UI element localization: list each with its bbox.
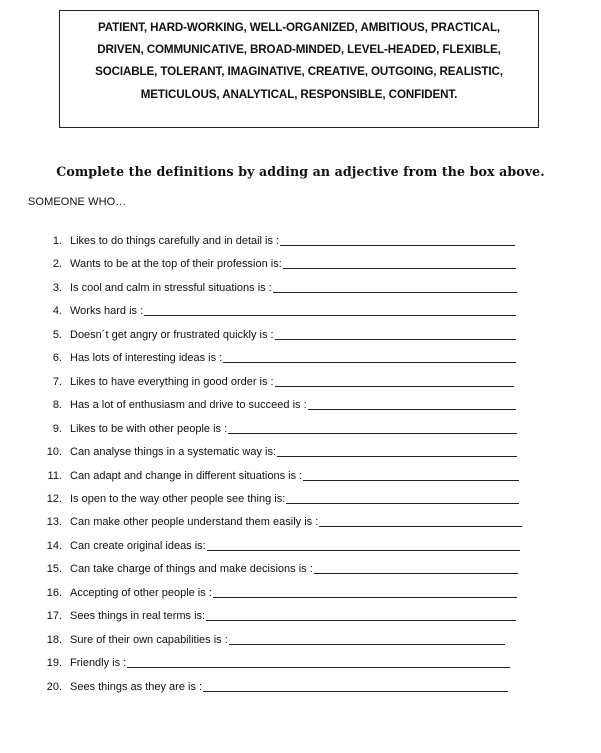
answer-blank[interactable]	[303, 480, 519, 481]
item-text: Sees things in real terms is:	[70, 610, 206, 623]
list-item	[0, 679, 601, 695]
item-text: Works hard is :	[70, 305, 144, 318]
answer-blank[interactable]	[203, 691, 508, 692]
list-item	[0, 350, 601, 366]
list-item	[0, 397, 601, 413]
answer-blank[interactable]	[144, 315, 516, 316]
item-number: 3.	[52, 281, 62, 294]
item-text: Friendly is :	[70, 657, 127, 670]
list-item	[0, 561, 601, 577]
answer-blank[interactable]	[283, 268, 516, 269]
answer-blank[interactable]	[277, 456, 517, 457]
word-box-line: PATIENT, HARD-WORKING, WELL-ORGANIZED, AMBITIOUS, PRACTICAL,	[97, 21, 501, 34]
item-text: Has a lot of enthusiasm and drive to succeed is :	[70, 399, 307, 412]
answer-blank[interactable]	[275, 386, 514, 387]
item-number: 1.	[52, 235, 62, 247]
list-item	[0, 303, 601, 319]
item-text: Sees things as they are is :	[70, 680, 203, 693]
list-item	[0, 585, 601, 601]
item-text: Likes to do things carefully and in detail is :	[70, 235, 280, 247]
item-text: Can make other people understand them easily is :	[70, 516, 319, 529]
item-text: Is open to the way other people see thing is:	[70, 492, 286, 505]
item-number: 13.	[46, 516, 62, 529]
word-box-line: METICULOUS, ANALYTICAL, RESPONSIBLE, CONFIDENT.	[140, 87, 458, 101]
list-item	[0, 632, 601, 648]
list-item	[0, 256, 601, 272]
item-number: 12.	[46, 492, 62, 505]
list-item	[0, 233, 601, 249]
list-item	[0, 514, 601, 530]
adjective-word-box	[59, 10, 539, 128]
answer-blank[interactable]	[273, 292, 517, 293]
item-number: 15.	[46, 563, 62, 576]
answer-blank[interactable]	[229, 644, 505, 645]
item-number: 16.	[46, 586, 62, 599]
answer-blank[interactable]	[319, 526, 522, 527]
answer-blank[interactable]	[308, 409, 516, 410]
item-text: Can adapt and change in different situations is :	[70, 469, 303, 482]
someone-who-label: SOMEONE WHO…	[28, 196, 127, 208]
item-number: 5.	[52, 328, 62, 341]
answer-blank[interactable]	[286, 503, 519, 504]
item-number: 19.	[46, 657, 62, 670]
item-text: Likes to be with other people is :	[70, 422, 228, 435]
word-box-line: SOCIABLE, TOLERANT, IMAGINATIVE, CREATIVE, OUTGOING, REALISTIC,	[95, 65, 503, 79]
item-number: 10.	[46, 446, 62, 459]
item-text: Can create original ideas is:	[70, 539, 206, 552]
item-text: Likes to have everything in good order is :	[70, 375, 274, 388]
item-number: 4.	[52, 305, 62, 318]
answer-blank[interactable]	[207, 550, 520, 551]
list-item	[0, 491, 601, 507]
item-number: 20.	[46, 680, 62, 693]
item-number: 14.	[46, 539, 62, 552]
item-text: Sure of their own capabilities is :	[70, 633, 228, 646]
item-text: Can take charge of things and make decisions is :	[70, 563, 313, 576]
answer-blank[interactable]	[314, 573, 518, 574]
answer-blank[interactable]	[223, 362, 516, 363]
list-item	[0, 468, 601, 484]
item-number: 17.	[46, 610, 62, 623]
list-item	[0, 421, 601, 437]
list-item	[0, 444, 601, 460]
item-text: Accepting of other people is :	[70, 586, 212, 599]
word-box-line: DRIVEN, COMMUNICATIVE, BROAD-MINDED, LEVEL-HEADED, FLEXIBLE,	[97, 43, 501, 57]
item-number: 8.	[52, 399, 62, 412]
item-number: 11.	[47, 469, 62, 482]
item-text: Doesn´t get angry or frustrated quickly is :	[70, 328, 274, 341]
item-number: 7.	[52, 375, 62, 388]
list-item	[0, 655, 601, 671]
answer-blank[interactable]	[228, 433, 517, 434]
item-number: 6.	[52, 352, 62, 365]
list-item	[0, 538, 601, 554]
item-text: Is cool and calm in stressful situations is :	[70, 281, 272, 294]
list-item	[0, 374, 601, 390]
answer-blank[interactable]	[280, 245, 515, 246]
list-item	[0, 327, 601, 343]
answer-blank[interactable]	[206, 620, 516, 621]
answer-blank[interactable]	[127, 667, 510, 668]
instruction-heading: Complete the definitions by adding an adjective from the box above.	[56, 164, 545, 179]
item-text: Can analyse things in a systematic way is:	[70, 446, 277, 459]
answer-blank[interactable]	[213, 597, 517, 598]
answer-blank[interactable]	[275, 339, 516, 340]
list-item	[0, 280, 601, 296]
item-text: Has lots of interesting ideas is :	[70, 352, 223, 365]
item-number: 9.	[52, 422, 62, 435]
item-number: 2.	[52, 258, 62, 271]
item-text: Wants to be at the top of their profession is:	[70, 258, 282, 271]
list-item	[0, 608, 601, 624]
item-number: 18.	[46, 633, 62, 646]
